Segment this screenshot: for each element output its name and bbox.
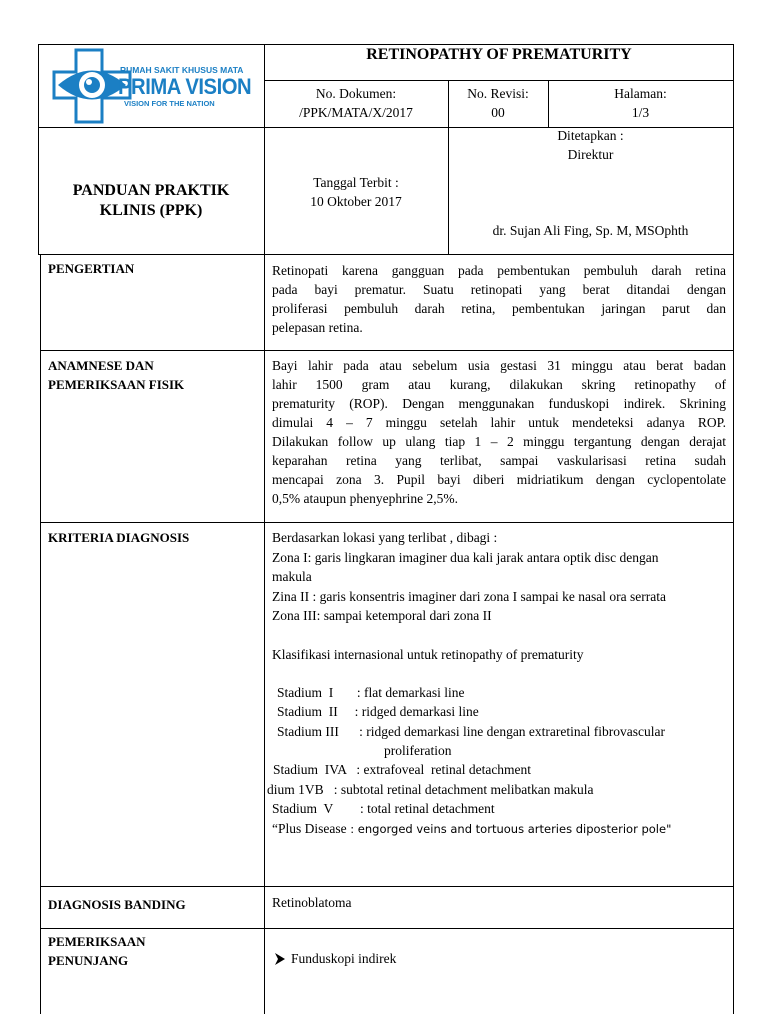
penunjang-label-line1: PEMERIKSAAN	[48, 934, 146, 949]
header-bottom-border	[38, 254, 734, 255]
hospital-logo	[52, 48, 257, 124]
banding-value: Retinoblatoma	[272, 895, 352, 910]
stadium-4b-line: dium 1VB : subtotal retinal detachment melibatkan makula	[267, 782, 594, 797]
stadium-4a-line: Stadium IVA : extrafoveal retinal detachment	[273, 762, 532, 777]
pengertian-label: PENGERTIAN	[48, 261, 135, 276]
zona1-line-a: Zona I: garis lingkaran imaginer dua kali jarak antara optik disc dengan	[272, 550, 659, 565]
approver-title: Direktur	[567, 147, 614, 162]
doc-type-line1: PANDUAN PRAKTIK	[72, 182, 230, 199]
approver-name: dr. Sujan Ali Fing, Sp. M, MSOphth	[492, 223, 689, 238]
anamnese-text	[272, 356, 726, 508]
stadium-2-line: Stadium II : ridged demarkasi line	[277, 704, 479, 719]
page-label: Halaman:	[614, 86, 667, 101]
kriteria-label: KRITERIA DIAGNOSIS	[48, 530, 190, 545]
doc-number-label: No. Dokumen:	[315, 86, 397, 101]
zona3-line: Zona III: sampai ketemporal dari zona II	[272, 608, 492, 623]
header-right-border	[733, 44, 734, 254]
logo-org-line: RUMAH SAKIT KHUSUS MATA	[120, 65, 244, 75]
header-col-divider-main	[264, 44, 265, 254]
anamnese-line: mencapai zona 3. Pupil bayi diberi midriatikum dengan cyclopentolate	[272, 472, 726, 487]
banding-label: DIAGNOSIS BANDING	[48, 897, 186, 912]
pengertian-line: proliferasi pembuluh darah retina, pembentukan jaringan parut dan	[272, 301, 726, 316]
stadium-1-line: Stadium I : flat demarkasi line	[277, 685, 465, 700]
revision-label: No. Revisi:	[467, 86, 529, 101]
row-divider-4	[40, 928, 734, 929]
header-left-border	[38, 44, 39, 254]
pengertian-line: pelepasan retina.	[272, 320, 363, 335]
stadium-5-line: Stadium V : total retinal detachment	[272, 801, 495, 816]
title-row-divider	[264, 80, 734, 81]
plus-disease-line	[272, 819, 671, 840]
doc-type-line2: KLINIS (PPK)	[99, 202, 203, 219]
anamnese-line: 0,5% ataupun phenyephrine 2,5%.	[272, 491, 458, 506]
anamnese-line: lahir 1500 gram atau kurang, dilakukan skring retinopathy of	[272, 377, 726, 392]
anamnese-line: prematurity (ROP). Dengan menggunakan funduskopi indirek. Skrining	[272, 396, 726, 411]
anamnese-label-line2: PEMERIKSAAN FISIK	[48, 377, 185, 392]
stadium-3-line-a: Stadium III : ridged demarkasi line dengan extraretinal fibrovascular	[277, 724, 665, 739]
klasifikasi-line: Klasifikasi internasional untuk retinopathy of prematurity	[272, 647, 584, 662]
logo-tagline: VISION FOR THE NATION	[124, 99, 215, 108]
arrow-bullet-icon	[275, 953, 285, 965]
revision-value: 00	[491, 105, 505, 120]
kriteria-intro: Berdasarkan lokasi yang terlibat , dibagi :	[272, 530, 498, 545]
plus-disease-description: : engorged veins and tortuous arteries diposterior pole"	[346, 822, 672, 836]
doc-number-value: /PPK/MATA/X/2017	[299, 105, 413, 120]
anamnese-line: Bayi lahir pada atau sebelum usia gestasi 31 minggu atau berat badan	[272, 358, 726, 373]
penunjang-label-line2: PENUNJANG	[48, 953, 129, 968]
anamnese-line: Dilakukan follow up ulang tiap 1 – 2 minggu tergantung dengan derajat	[272, 434, 726, 449]
pengertian-line: Retinopati karena gangguan pada pembentukan pembuluh darah retina	[272, 263, 726, 278]
issue-date-value: 10 Oktober 2017	[310, 194, 402, 209]
body-left-border	[40, 254, 41, 1014]
anamnese-label-line1: ANAMNESE DAN	[48, 358, 154, 373]
row-divider-1	[40, 350, 734, 351]
plus-disease-term: “Plus Disease	[272, 821, 347, 836]
document-title: RETINOPATHY OF PREMATURITY	[366, 46, 632, 63]
body-col-divider	[264, 254, 265, 1014]
issue-date-label: Tanggal Terbit :	[313, 175, 399, 190]
stadium-3-line-b: proliferation	[384, 743, 452, 758]
body-right-border	[733, 254, 734, 1014]
pengertian-text	[272, 261, 726, 337]
row-divider-3	[40, 886, 734, 887]
penunjang-item-text: Funduskopi indirek	[291, 951, 397, 966]
page-value: 1/3	[631, 105, 650, 120]
pengertian-line: pada bayi prematur. Suatu retinopati yang berat ditandai dengan	[272, 282, 726, 297]
approved-label: Ditetapkan :	[557, 128, 624, 143]
row-divider-2	[40, 522, 734, 523]
zona1-line-b: makula	[272, 569, 312, 584]
logo-brand: PRIMA VISION	[118, 74, 252, 99]
zona2-line: Zina II : garis konsentris imaginer dari zona I sampai ke nasal ora serrata	[272, 589, 666, 604]
anamnese-line: dimulai 4 – 7 minggu setelah lahir untuk mendeteksi adanya ROP.	[272, 415, 726, 430]
anamnese-line: keparahan retina yang terlibat, sampai vaskularisasi retina sudah	[272, 453, 726, 468]
